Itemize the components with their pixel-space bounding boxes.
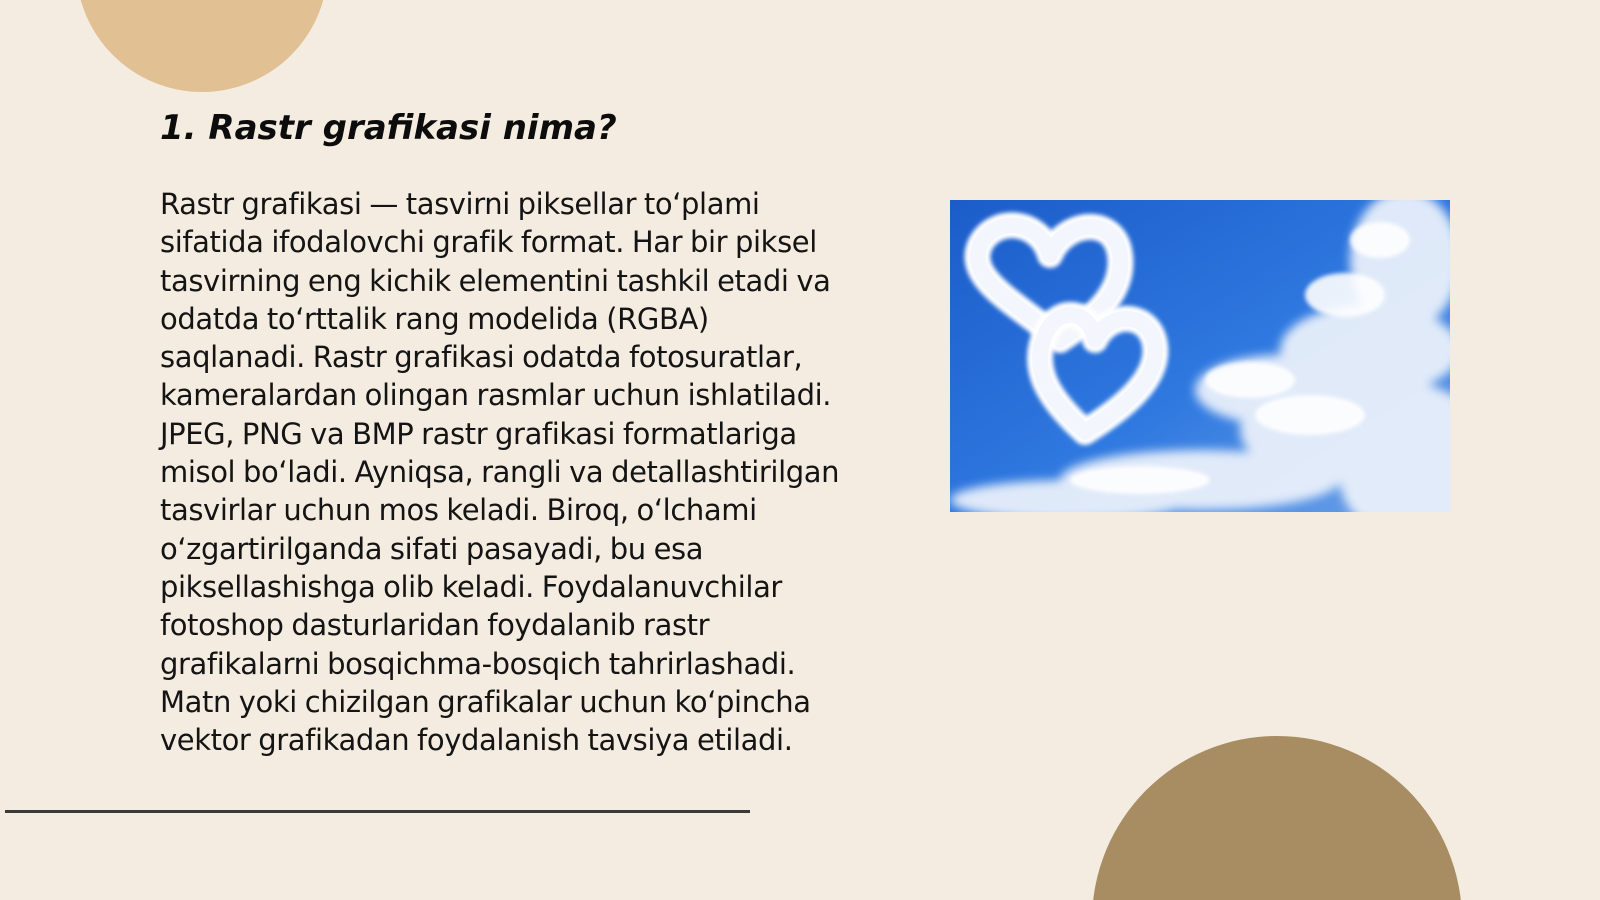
decorative-circle-top (76, 0, 328, 92)
slide-title: 1. Rastr grafikasi nima? (160, 108, 617, 148)
body-paragraph: Rastr grafikasi — tasvirni piksellar toʻplami sifatida ifodalovchi grafik format. Har bir piksel tasvirning eng kichik elementini tashkil etadi va odatda toʻrttalik rang modelida (RGBA) saqlanadi. Rastr grafikasi odatda fotosuratlar, kameralardan olingan rasmlar uchun ishlatiladi. JPEG, PNG va BMP rastr grafikasi formatlariga misol boʻladi. Ayniqsa, rangli va detallashtirilgan tasvirlar uchun mos keladi. Biroq, oʻlchami oʻzgartirilganda sifati pasayadi, bu esa piksellashishga olib keladi. Foydalanuvchilar fotoshop dasturlaridan foydalanib rastr grafikalarni bosqichma-bosqich tahrirlashadi. Matn yoki chizilgan grafikalar uchun koʻpincha vektor grafikadan foydalanish tavsiya etiladi. (160, 187, 840, 758)
heart-clouds-photo (950, 200, 1450, 512)
heart-clouds-image (950, 200, 1450, 512)
decorative-circle-bottom (1092, 736, 1462, 900)
divider-line (5, 810, 750, 813)
